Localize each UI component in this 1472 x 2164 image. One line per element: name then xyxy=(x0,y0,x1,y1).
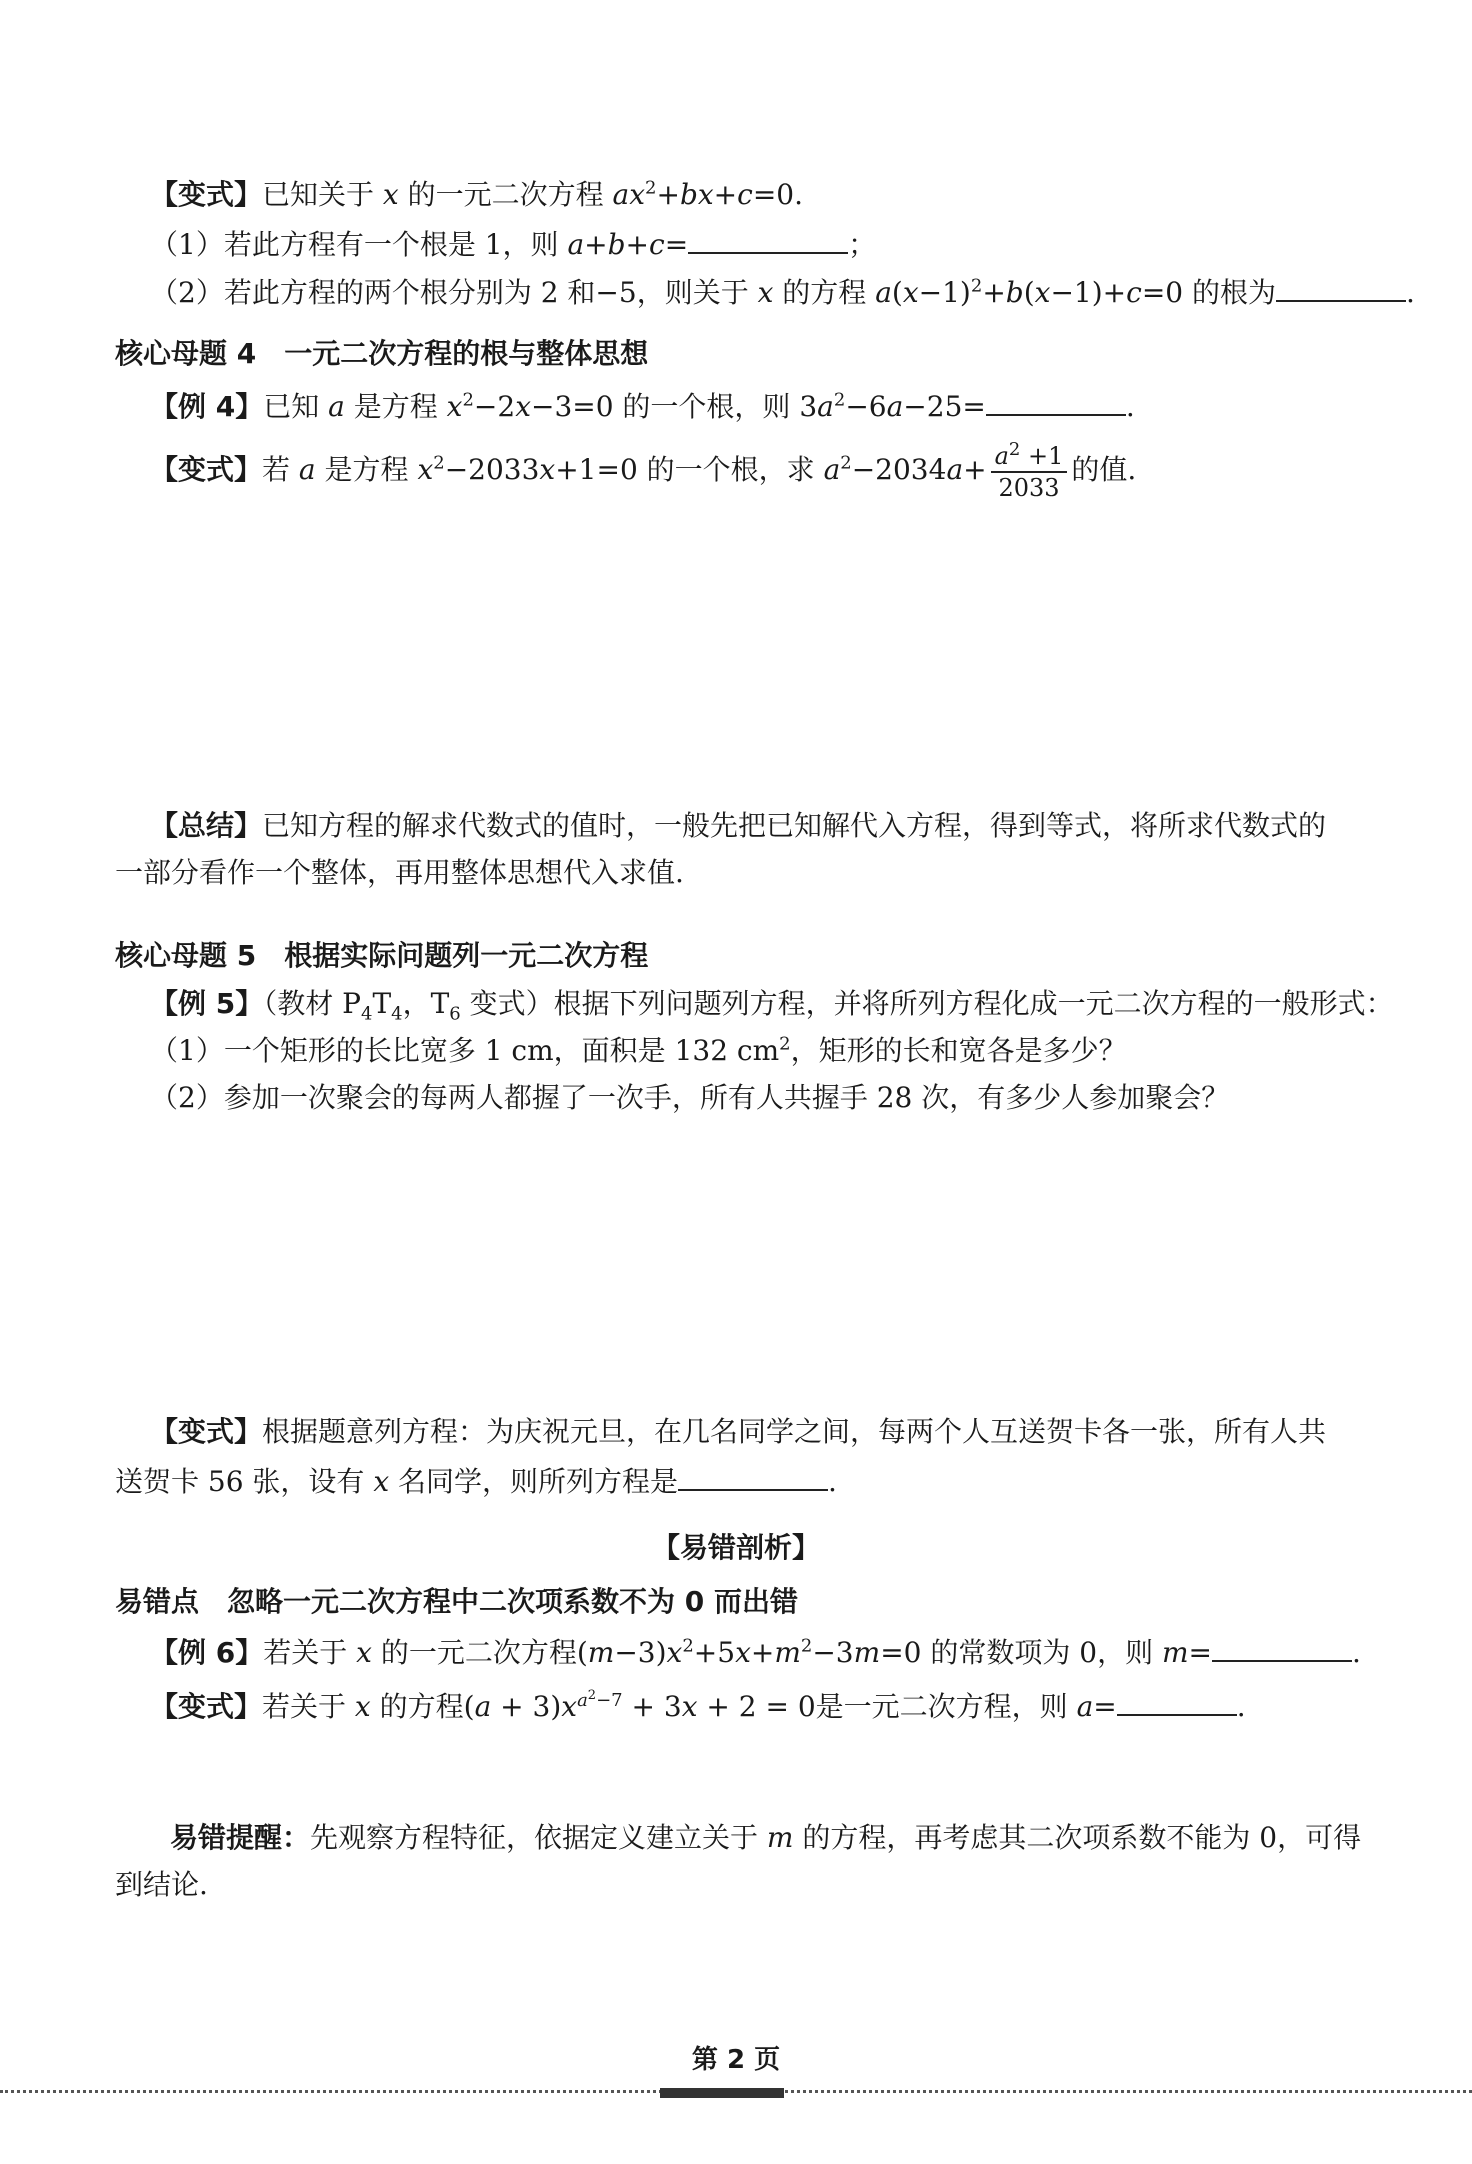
summary-line-2: 一部分看作一个整体，再用整体思想代入求值. xyxy=(115,856,684,889)
error-tip-line-1: 易错提醒：先观察方程特征，依据定义建立关于 m 的方程，再考虑其二次项系数不能为 0，可得 xyxy=(170,1821,1362,1854)
error-tip-line-2: 到结论. xyxy=(115,1868,208,1901)
answer-blank[interactable] xyxy=(1212,1630,1352,1662)
example-5-part-2: （2）参加一次聚会的每两人都握了一次手，所有人共握手 28 次，有多少人参加聚会？ xyxy=(150,1081,1230,1114)
variation-4: 【变式】若 a 是方程 $x^2-2033x+1=0$ 的一个根，求 $a^2-2034a+$ $\frac{a^2 +1}{2033}$ 的值. xyxy=(150,438,1137,502)
answer-blank[interactable] xyxy=(1276,270,1406,302)
variation-5-line-1: 【变式】根据题意列方程：为庆祝元旦，在几名同学之间，每两个人互送贺卡各一张，所有人共 xyxy=(150,1415,1327,1448)
page-number: 第 2 页 xyxy=(691,2045,781,2075)
answer-blank[interactable] xyxy=(678,1459,828,1491)
answer-blank[interactable] xyxy=(1117,1684,1237,1716)
variation-5-line-2: 送贺卡 56 张，设有 x 名同学，则所列方程是 . xyxy=(115,1459,837,1502)
answer-blank[interactable] xyxy=(688,222,848,254)
variation-6: 【变式】若关于 x 的方程$(a + 3)x^{a^2-7} + 3x + 2 = 0$是一元二次方程，则 a= . xyxy=(150,1684,1246,1727)
variation-label: 【变式】 xyxy=(150,178,263,211)
summary-line-1: 【总结】已知方程的解求代数式的值时，一般先把已知解代入方程，得到等式，将所求代数式的 xyxy=(150,809,1327,842)
example-4: 【例 4】已知 a 是方程 $x^2-2x-3=0$ 的一个根，则 $3a^2-6a-25=$ . xyxy=(150,384,1135,427)
variation-3-stem: 【变式】已知关于 x 的一元二次方程 $ax^2+bx+c=0$. xyxy=(150,177,803,211)
example-5-part-1: （1）一个矩形的长比宽多 1 cm，面积是 132 $cm^2$，矩形的长和宽各是多少？ xyxy=(150,1033,1127,1067)
footer-bar-decoration xyxy=(660,2088,784,2098)
variation-3-part-1: （1）若此方程有一个根是 1，则 a+b+c= ； xyxy=(150,222,876,265)
fraction: $\frac{a^2 +1}{2033}$ xyxy=(991,441,1068,503)
answer-blank[interactable] xyxy=(986,384,1126,416)
section-title-core-5: 核心母题 5 根据实际问题列一元二次方程 xyxy=(115,939,649,972)
error-point-title: 易错点 忽略一元二次方程中二次项系数不为 0 而出错 xyxy=(115,1585,798,1618)
example-5: 【例 5】（教材 $P_4T_4$，$T_6$ 变式）根据下列问题列方程，并将所列方程化成一元二次方程的一般形式： xyxy=(150,987,1394,1025)
variation-3-part-2: （2）若此方程的两个根分别为 2 和−5，则关于 x 的方程 $a(x-1)^2+b(x-1)+c=0$ 的根为 . xyxy=(150,270,1415,313)
error-analysis-heading: 【易错剖析】 xyxy=(651,1531,820,1564)
section-title-core-4: 核心母题 4 一元二次方程的根与整体思想 xyxy=(115,337,649,370)
example-6: 【例 6】若关于 x 的一元二次方程$(m-3)x^2+5x+m^2-3m=0$ 的常数项为 0，则 m= . xyxy=(150,1630,1361,1673)
